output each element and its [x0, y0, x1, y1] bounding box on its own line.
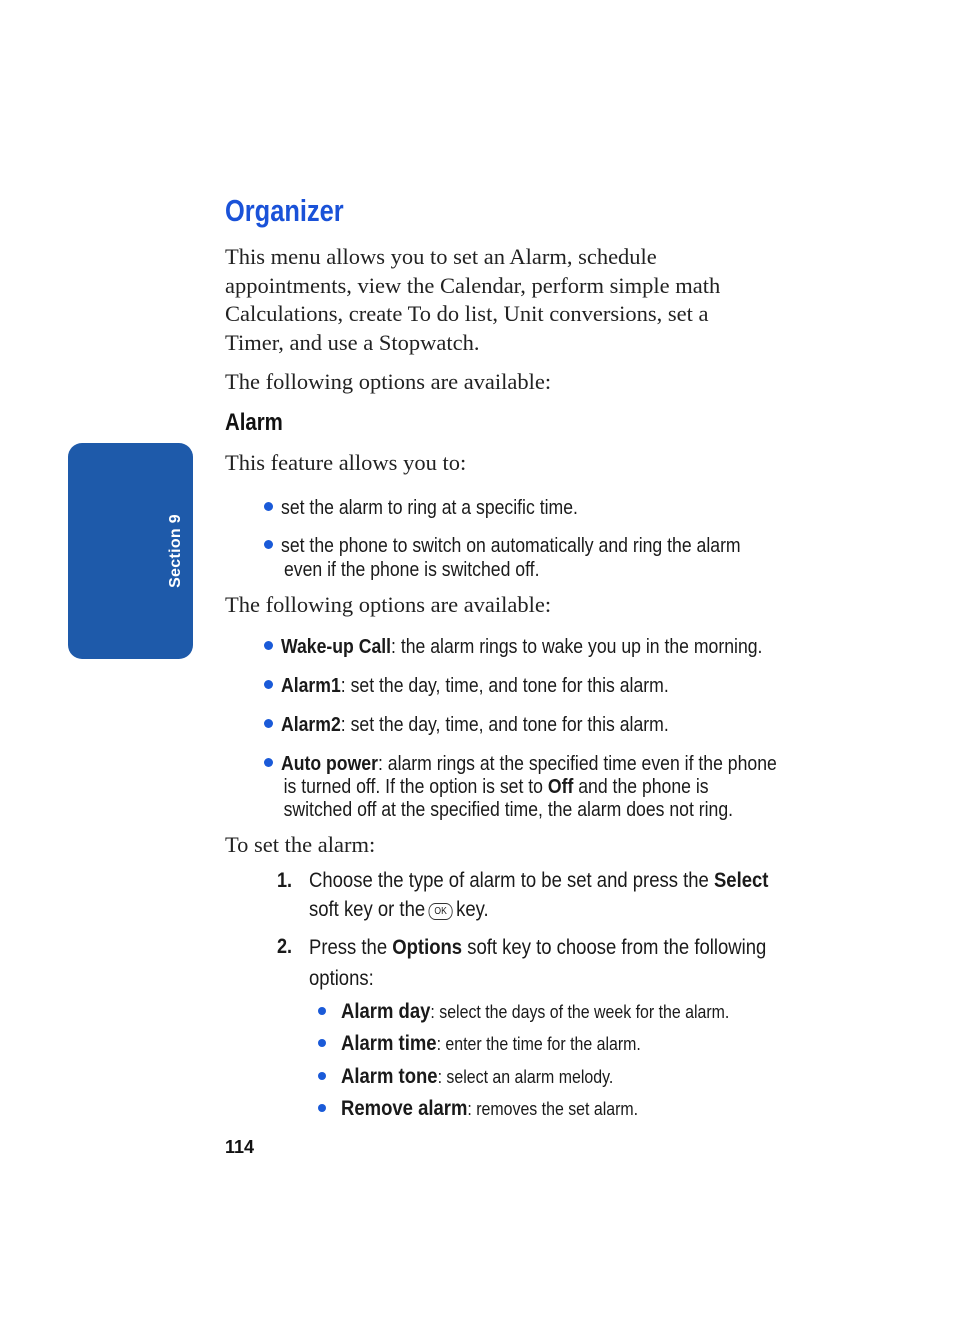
bullet-icon: [318, 1072, 326, 1080]
step-text: soft key or the: [309, 897, 426, 921]
step-text: Choose the type of alarm to be set and press the: [309, 868, 714, 892]
intro-line: Timer, and use a Stopwatch.: [225, 329, 480, 355]
options-available-text: The following options are available:: [225, 369, 552, 394]
term: Alarm tone: [341, 1064, 438, 1088]
desc: and the phone is: [573, 775, 709, 798]
to-set-alarm-text: To set the alarm:: [225, 832, 376, 857]
desc: : alarm rings at the specified time even if the phone: [377, 752, 777, 775]
list-item: [281, 713, 669, 736]
intro-line: appointments, view the Calendar, perform simple math: [225, 272, 721, 298]
step-text: Press the: [309, 935, 393, 959]
list-item: [281, 674, 669, 697]
intro-line: This menu allows you to set an Alarm, schedule: [225, 244, 657, 269]
page-title: Organizer: [225, 193, 344, 228]
step-text: options:: [309, 966, 374, 990]
desc: is turned off. If the option is set to: [283, 775, 548, 798]
bullet-icon: [318, 1104, 326, 1112]
term: Alarm2: [281, 713, 341, 736]
bullet-icon: [318, 1039, 326, 1047]
term: Alarm day: [341, 999, 431, 1023]
step-text: key.: [456, 897, 489, 921]
step-text: soft key to choose from the following: [462, 935, 767, 959]
list-item-auto-power: [281, 752, 777, 821]
list-item: set the alarm to ring at a specific time.: [281, 496, 578, 519]
step-2-text: [309, 932, 766, 994]
bullet-icon: [264, 758, 273, 767]
term: Wake-up Call: [281, 635, 392, 658]
desc: : the alarm rings to wake you up in the morning.: [391, 635, 763, 658]
ok-key-icon: OK: [429, 903, 453, 920]
desc: : removes the set alarm.: [467, 1098, 639, 1119]
step-number: 1.: [277, 869, 293, 892]
options-available-text: The following options are available:: [225, 592, 552, 617]
bullet-icon: [264, 680, 273, 689]
intro-paragraph: [225, 243, 720, 357]
options-key-label: Options: [392, 935, 463, 959]
term: Alarm1: [281, 674, 341, 697]
list-item: [281, 635, 762, 658]
list-item: [341, 999, 729, 1024]
list-item: [341, 1096, 638, 1121]
list-item-continuation: even if the phone is switched off.: [284, 558, 540, 581]
term: Remove alarm: [341, 1096, 468, 1120]
term: Alarm time: [341, 1031, 437, 1055]
term: Off: [547, 775, 574, 798]
section-label: Section 9: [167, 514, 184, 588]
list-item: [341, 1064, 613, 1089]
intro-line: Calculations, create To do list, Unit conversions, set a: [225, 301, 709, 326]
step-number: 2.: [277, 935, 293, 958]
bullet-icon: [264, 540, 273, 549]
bullet-icon: [264, 719, 273, 728]
desc: : select an alarm melody.: [437, 1066, 614, 1087]
bullet-icon: [264, 502, 273, 511]
list-item: set the phone to switch on automatically and ring the alarm: [281, 534, 741, 557]
feature-intro-text: This feature allows you to:: [225, 450, 467, 475]
desc: : set the day, time, and tone for this alarm.: [340, 713, 669, 736]
bullet-icon: [264, 641, 273, 650]
desc: : set the day, time, and tone for this alarm.: [340, 674, 669, 697]
desc: switched off at the specified time, the alarm does not ring.: [283, 798, 734, 821]
page-number: 114: [225, 1137, 255, 1157]
bullet-icon: [318, 1007, 326, 1015]
list-item: [341, 1031, 641, 1056]
alarm-heading: Alarm: [225, 409, 283, 436]
term: Auto power: [281, 752, 378, 775]
select-key-label: Select: [713, 868, 769, 892]
desc: : enter the time for the alarm.: [436, 1033, 641, 1054]
step-1-text: [309, 866, 768, 924]
desc: : select the days of the week for the alarm.: [430, 1001, 730, 1022]
